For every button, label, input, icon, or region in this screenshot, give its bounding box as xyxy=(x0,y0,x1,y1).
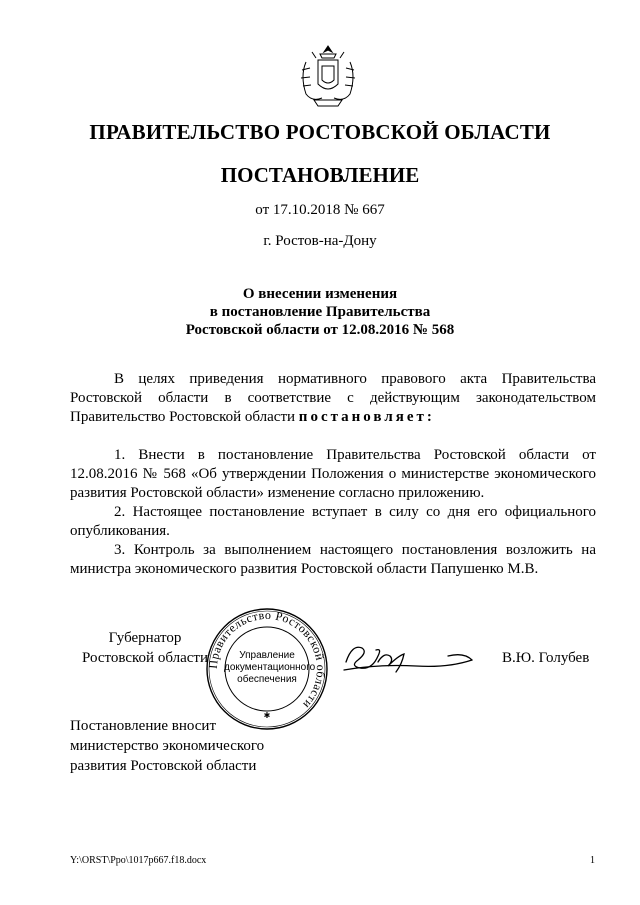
signatory-title xyxy=(70,628,220,668)
handwritten-signature xyxy=(338,626,478,686)
preamble-text: В целях приведения нормативного правового акта Правительства Ростовской области в соответствие с действующим законодательством Правительство Ростовской области xyxy=(70,371,596,425)
document-type: ПОСТАНОВЛЕНИЕ xyxy=(220,163,420,187)
subject-line: в постановление Правительства xyxy=(209,304,431,320)
document-subject xyxy=(0,285,640,339)
signatory-title-line: Губернатор xyxy=(108,630,182,646)
submitted-by-line: развития Ростовской области xyxy=(70,758,257,774)
submitted-by-line: Постановление вносит xyxy=(70,718,217,734)
resolution-item: 1. Внести в постановление Правительства Ростовской области от 12.08.2016 № 568 «Об утверждении Положения о министерстве экономического развития Ростовской области» изменение согласно приложению. xyxy=(70,447,596,501)
seal-center-line: документационного xyxy=(224,662,316,673)
document-city: г. Ростов-на-Дону xyxy=(263,233,377,249)
seal-center xyxy=(224,636,316,700)
svg-text:✱: ✱ xyxy=(263,711,271,720)
footer-file-path: Y:\ORST\Ppo\1017p667.f18.docx xyxy=(70,855,207,866)
seal-center-line: обеспечения xyxy=(237,674,297,685)
signatory-title-line: Ростовской области xyxy=(82,650,208,666)
subject-line: О внесении изменения xyxy=(242,286,398,302)
signatory-name: В.Ю. Голубев xyxy=(502,650,590,666)
document-date-number: от 17.10.2018 № 667 xyxy=(255,202,385,218)
coat-of-arms-emblem xyxy=(292,40,364,112)
resolution-item: 3. Контроль за выполнением настоящего постановления возложить на министра экономического развития Ростовской области Папушенко М.В. xyxy=(70,542,596,577)
page-number: 1 xyxy=(590,855,595,866)
preamble-paragraph xyxy=(70,370,596,427)
resolves-word: постановляет: xyxy=(298,409,435,425)
resolution-item: 2. Настоящее постановление вступает в силу со дня его официального опубликования. xyxy=(70,504,596,539)
document-body xyxy=(70,370,596,579)
organization-title: ПРАВИТЕЛЬСТВО РОСТОВСКОЙ ОБЛАСТИ xyxy=(89,120,551,144)
seal-ring-text: Правительство Ростовской области xyxy=(205,607,329,712)
subject-line: Ростовской области от 12.08.2016 № 568 xyxy=(185,322,455,338)
submitted-by-line: министерство экономического xyxy=(70,738,265,754)
submitted-by-note xyxy=(70,716,264,776)
official-seal xyxy=(204,606,330,732)
seal-center-line: Управление xyxy=(239,650,295,661)
